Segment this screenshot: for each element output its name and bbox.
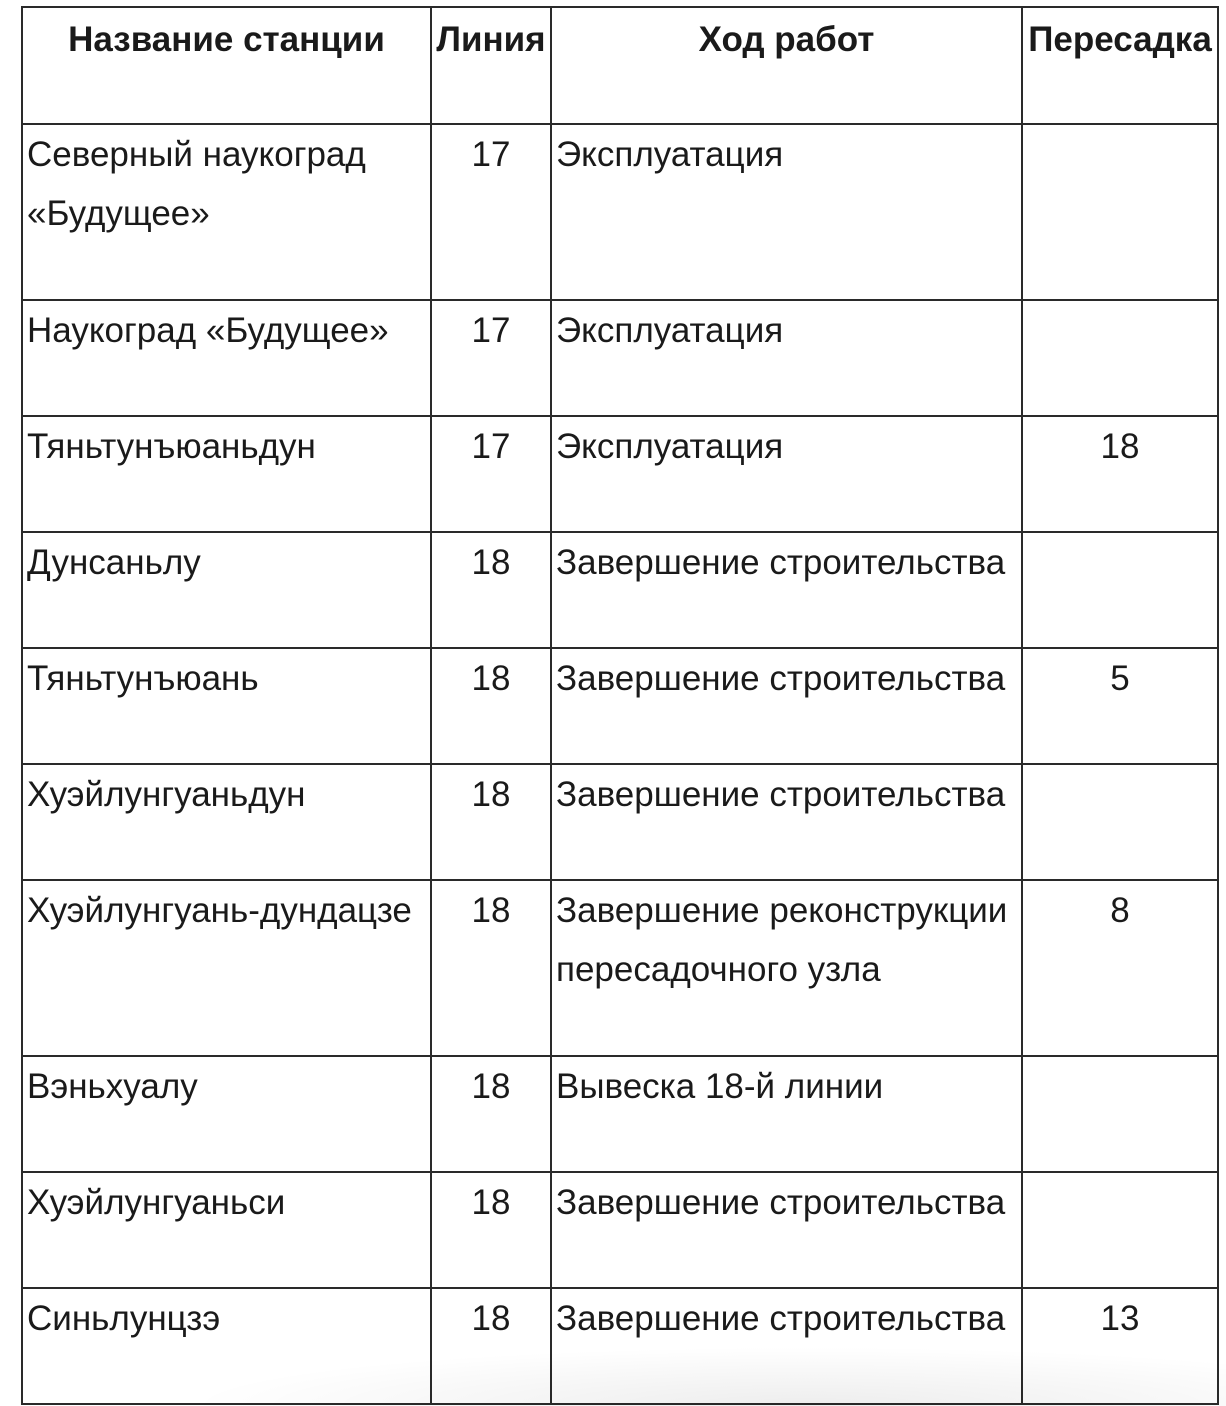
table-row (22, 1056, 1218, 1172)
station-name: Хуэйлунгуань-дундацзе (22, 880, 431, 1056)
station-transfer (1022, 764, 1218, 880)
station-name: Вэньхуалу (22, 1056, 431, 1172)
table-row (22, 300, 1218, 416)
table-row (22, 416, 1218, 532)
table-row (22, 764, 1218, 880)
table-row (22, 1288, 1218, 1404)
station-status: Вывеска 18-й линии (551, 1056, 1022, 1172)
table-row (22, 532, 1218, 648)
station-transfer: 13 (1022, 1288, 1218, 1404)
station-status: Завершение строительства (551, 648, 1022, 764)
station-transfer: 8 (1022, 880, 1218, 1056)
station-line: 18 (431, 1056, 551, 1172)
station-line: 17 (431, 300, 551, 416)
station-status: Завершение строительства (551, 764, 1022, 880)
station-status: Эксплуатация (551, 416, 1022, 532)
station-transfer (1022, 1172, 1218, 1288)
header-transfer: Пересадка (1022, 7, 1218, 124)
station-status: Завершение реконструкции пересадочного узла (551, 880, 1022, 1056)
station-status: Завершение строительства (551, 532, 1022, 648)
station-transfer: 5 (1022, 648, 1218, 764)
table-row (22, 880, 1218, 1056)
station-name: Синьлунцзэ (22, 1288, 431, 1404)
header-station-name: Название станции (22, 7, 431, 124)
station-line: 17 (431, 416, 551, 532)
station-line: 18 (431, 880, 551, 1056)
table-row (22, 1172, 1218, 1288)
stations-table (21, 6, 1219, 1405)
table-row (22, 648, 1218, 764)
station-status: Эксплуатация (551, 124, 1022, 300)
station-name: Северный наукоград «Будущее» (22, 124, 431, 300)
station-status: Завершение строительства (551, 1172, 1022, 1288)
station-line: 18 (431, 1288, 551, 1404)
station-line: 18 (431, 648, 551, 764)
table-row (22, 124, 1218, 300)
station-name: Хуэйлунгуаньдун (22, 764, 431, 880)
station-name: Хуэйлунгуаньси (22, 1172, 431, 1288)
station-line: 18 (431, 764, 551, 880)
station-transfer (1022, 300, 1218, 416)
station-transfer: 18 (1022, 416, 1218, 532)
station-transfer (1022, 1056, 1218, 1172)
station-transfer (1022, 124, 1218, 300)
station-line: 18 (431, 532, 551, 648)
station-status: Эксплуатация (551, 300, 1022, 416)
station-line: 18 (431, 1172, 551, 1288)
station-status: Завершение строительства (551, 1288, 1022, 1404)
station-name: Тяньтунъюаньдун (22, 416, 431, 532)
station-name: Наукоград «Будущее» (22, 300, 431, 416)
header-line: Линия (431, 7, 551, 124)
station-name: Дунсаньлу (22, 532, 431, 648)
table-header-row (22, 7, 1218, 124)
station-name: Тяньтунъюань (22, 648, 431, 764)
station-transfer (1022, 532, 1218, 648)
station-line: 17 (431, 124, 551, 300)
header-status: Ход работ (551, 7, 1022, 124)
